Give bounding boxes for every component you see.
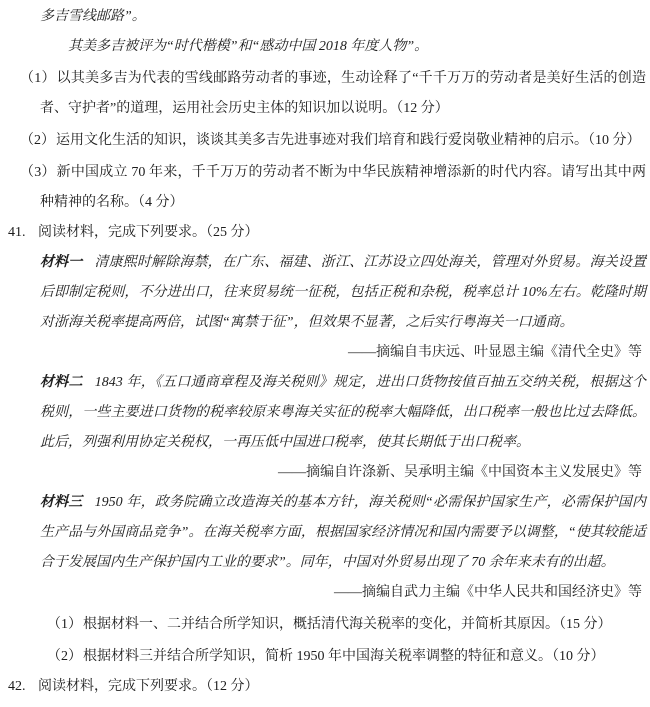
q41-material-2-label: 材料二 — [40, 375, 83, 390]
q41-number: 41. — [8, 225, 26, 240]
q41-subquestion-2 — [0, 642, 650, 672]
q41-sub2-label: （2） — [47, 649, 82, 664]
q40-sub3-text: 新中国成立 70 年来，千千万万的劳动者不断为中华民族精神增添新的时代内容。请写出其中两种精神的名称。（4 分） — [40, 165, 647, 210]
q41-material-1-source: ——摘编自韦庆远、叶显恩主编《清代全史》等 — [348, 345, 642, 360]
q41-material-1-text: 清康熙时解除海禁，在广东、福建、浙江、江苏设立四处海关，管理对外贸易。海关设置后即制定税则，不分进出口，往来贸易统一征税，包括正税和杂税，税率总计 10%左右。乾隆时期对浙海关税率提高两倍，试图“寓禁于征”，但效果不显著，之后实行粤海关一口通商。 — [40, 255, 647, 330]
q40-sub2-label: （2） — [20, 133, 55, 148]
q42-heading-text: 阅读材料，完成下列要求。（12 分） — [38, 679, 259, 694]
q41-material-1-label: 材料一 — [40, 255, 83, 270]
q41-material-1 — [40, 248, 646, 338]
q40-subquestion-3 — [0, 158, 646, 218]
q41-material-3-label: 材料三 — [40, 495, 83, 510]
q41-material-2-text: 1843 年，《五口通商章程及海关税则》规定，进出口货物按值百抽五交纳关税，根据这个税则，一些主要进口货物的税率较原来粤海关实征的税率大幅降低，出口税率一般也比过去降低。此后，列强利用协定关税权，一再压低中国进口税率，使其长期低于出口税率。 — [40, 375, 647, 450]
q41-heading-text: 阅读材料，完成下列要求。（25 分） — [38, 225, 259, 240]
q42-number: 42. — [8, 679, 26, 694]
q40-carryover-text: 多吉雪线邮路”。 — [40, 9, 146, 24]
q40-subquestion-1 — [0, 64, 646, 124]
q41-sub2-text: 根据材料三并结合所学知识，简析 1950 年中国海关税率调整的特征和意义。（10 分） — [83, 649, 605, 664]
q41-sub1-text: 根据材料一、二并结合所学知识，概括清代海关税率的变化，并简析其原因。（15 分） — [83, 617, 612, 632]
q41-subquestion-1 — [0, 610, 650, 640]
q41-material-2-source: ——摘编自许涤新、吴承明主编《中国资本主义发展史》等 — [278, 465, 642, 480]
q41-sub1-label: （1） — [47, 617, 82, 632]
q41-material-3 — [40, 488, 646, 578]
q40-sub1-text: 以其美多吉为代表的雪线邮路劳动者的事迹，生动诠释了“千千万万的劳动者是美好生活的创造者、守护者”的道理，运用社会历史主体的知识加以说明。（12 分） — [40, 71, 646, 116]
q40-sub3-label: （3） — [20, 165, 56, 180]
q40-sub2-text: 运用文化生活的知识，谈谈其美多吉先进事迹对我们培育和践行爱岗敬业精神的启示。（10 分） — [56, 133, 641, 148]
q40-sub1-label: （1） — [20, 71, 56, 86]
q41-material-2 — [40, 368, 646, 458]
q41-material-3-text: 1950 年，政务院确立改造海关的基本方针，海关税则“必需保护国家生产，必需保护国内生产品与外国商品竞争”。在海关税率方面，根据国家经济情况和国内需要予以调整，“使其较能适合于发展国内生产保护国内工业的要求”。同年，中国对外贸易出现了 70 余年来未有的出超。 — [40, 495, 646, 570]
q40-subquestion-2 — [0, 126, 646, 156]
q40-intro-text: 其美多吉被评为“时代楷模”和“感动中国 2018 年度人物”。 — [68, 39, 429, 54]
q41-heading — [0, 218, 650, 248]
q42-heading — [0, 672, 650, 702]
q41-material-3-source: ——摘编自武力主编《中华人民共和国经济史》等 — [334, 585, 642, 600]
